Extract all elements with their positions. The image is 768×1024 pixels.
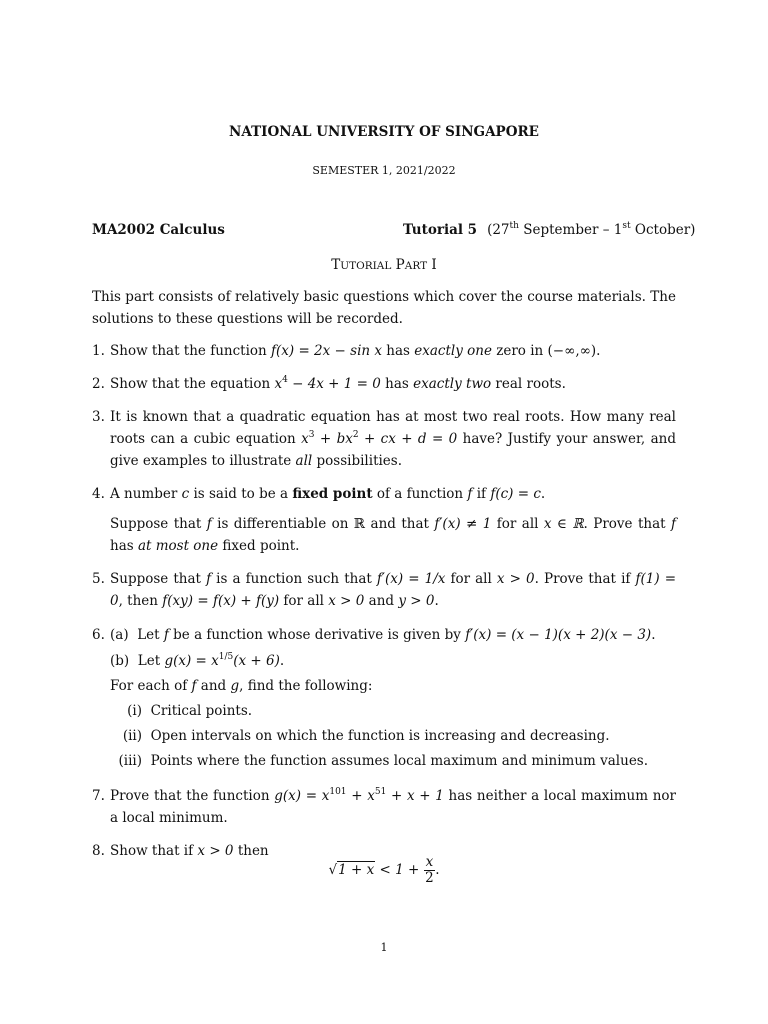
question-7: 7. Prove that the function $g(x) = x^{101} + x^{51} + x + 1$ has neither a local maximum nor a local minimum. [92, 787, 677, 826]
question-1: 1. Show that the function f(x) = 2x − sin x has exactly one zero in (−∞,∞). [92, 343, 601, 359]
question-3: 3. It is known that a quadratic equation has at most two real roots. How many real roots can a cubic equation $x^3 + bx^2$ + cx + d = 0 have? Justify your answer, and give examples to illustrate all possibilities. [92, 409, 676, 469]
semester-line: SEMESTER 1, 2021/2022 [312, 164, 456, 177]
question-6-i: (i) Critical points. [127, 703, 253, 719]
page-number: 1 [380, 941, 388, 954]
question-6-instruction: For each of f and g, find the following: [110, 678, 373, 694]
question-6: 6. (a) Let f be a function whose derivative is given by f′(x) = (x − 1)(x + 2)(x − 3). [92, 627, 656, 643]
question-2: 2. Show that the equation $x^4 - 4x + 1 = 0$ has exactly two real roots. [92, 375, 566, 392]
tutorial-heading [403, 222, 695, 238]
question-6b: (b) Let $g(x) = x^{1/5}(x + 6)$. [110, 652, 285, 669]
tutorial-number: Tutorial 5 [403, 222, 478, 238]
question-6-ii: (ii) Open intervals on which the function is increasing and decreasing. [122, 728, 610, 744]
section-heading: TUTORIAL PART I [331, 257, 437, 273]
tutorial-dates: (27th September – 1st October) [487, 221, 696, 238]
fraction: $\frac{x}{2}$ [425, 854, 434, 886]
question-4: 4. A number c is said to be a fixed point of a function f if f(c) = c. Suppose that f is differentiable on ℝ and that f′(x) ≠ 1 for all x ∈ ℝ. Prove that f has at most one fixed point. [92, 486, 676, 554]
intro-paragraph: This part consists of relatively basic questions which cover the course materials. The solutions to these questions will be recorded. [92, 289, 676, 327]
inequality-display: √1 + x < 1 + $\frac{x}{2}$ . [328, 854, 440, 886]
question-6-iii: (iii) Points where the function assumes local maximum and minimum values. [118, 753, 649, 769]
university-title: NATIONAL UNIVERSITY OF SINGAPORE [229, 124, 539, 140]
course-title: MA2002 Calculus [92, 222, 225, 238]
question-5: 5. Suppose that f is a function such that f′(x) = 1/x for all x > 0. Prove that if f(1) = 0, then f(xy) = f(x) + f(y) for all x > 0 and y > 0. [92, 571, 677, 609]
question-8: 8. Show that if x > 0 then [92, 843, 269, 859]
